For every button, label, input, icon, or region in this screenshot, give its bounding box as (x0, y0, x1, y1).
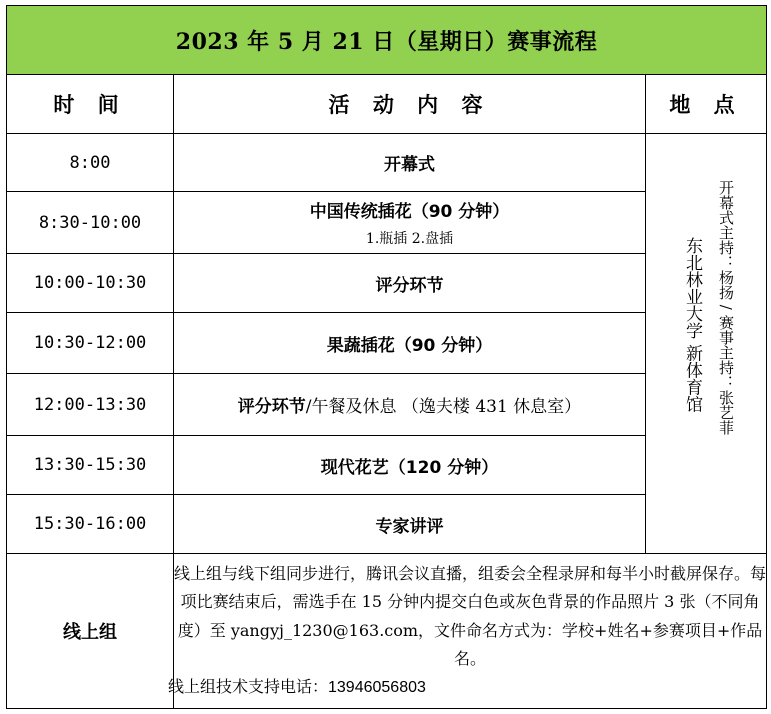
header-venue: 地 点 (646, 75, 767, 134)
row-time: 10:30-12:00 (7, 313, 174, 374)
online-phone: 线上组技术支持电话：13946056803 (168, 678, 426, 696)
venue-hosts: 开幕式主持：杨扬 / 赛事主持：张艺菲 (717, 180, 735, 435)
online-description: 线上组与线下组同步进行，腾讯会议直播，组委会全程录屏和每半小时截屏保存。每项比赛结束后，需选手在 15 分钟内提交白色或灰色背景的作品照片 3 张（不同角度）至 yangyj_1230@163.com，文件命名方式为：学校+姓名+参赛项目+作品名。 (174, 563, 767, 669)
online-row (7, 554, 767, 709)
schedule-table (6, 5, 767, 709)
row-activity: 现代花艺（120 分钟） (174, 436, 646, 495)
row-time: 12:00-13:30 (7, 374, 174, 436)
online-label: 线上组 (7, 554, 174, 709)
online-cell (168, 554, 767, 709)
row-activity-bold: 评分环节 (237, 397, 306, 417)
row-activity: 评分环节 (174, 254, 646, 313)
venue-cell (646, 134, 767, 554)
row-activity-cell (174, 374, 646, 436)
row-time: 10:00-10:30 (7, 254, 174, 313)
row-activity-sub: 1.瓶插 2.盘插 (365, 231, 454, 247)
schedule-title: 2023 年 5 月 21 日（星期日）赛事流程 (7, 6, 767, 75)
header-time: 时 间 (7, 75, 174, 134)
header-row (7, 75, 767, 134)
table-row (7, 134, 767, 192)
schedule-document (6, 5, 766, 711)
row-time: 8:30-10:00 (7, 192, 174, 254)
row-time: 8:00 (7, 134, 174, 192)
row-time: 13:30-15:30 (7, 436, 174, 495)
row-activity: 开幕式 (174, 134, 646, 192)
header-activity: 活 动 内 容 (174, 75, 646, 134)
venue-location: 东北林业大学 新体育馆 (682, 237, 702, 413)
row-activity: 果蔬插花（90 分钟） (174, 313, 646, 374)
row-activity-cell (174, 192, 646, 254)
row-activity: 中国传统插花（90 分钟） (309, 202, 510, 222)
row-activity: 专家讲评 (174, 495, 646, 554)
row-time: 15:30-16:00 (7, 495, 174, 554)
row-activity-rest: /午餐及休息 （逸夫楼 431 休息室） (305, 397, 582, 417)
title-row (7, 6, 767, 75)
